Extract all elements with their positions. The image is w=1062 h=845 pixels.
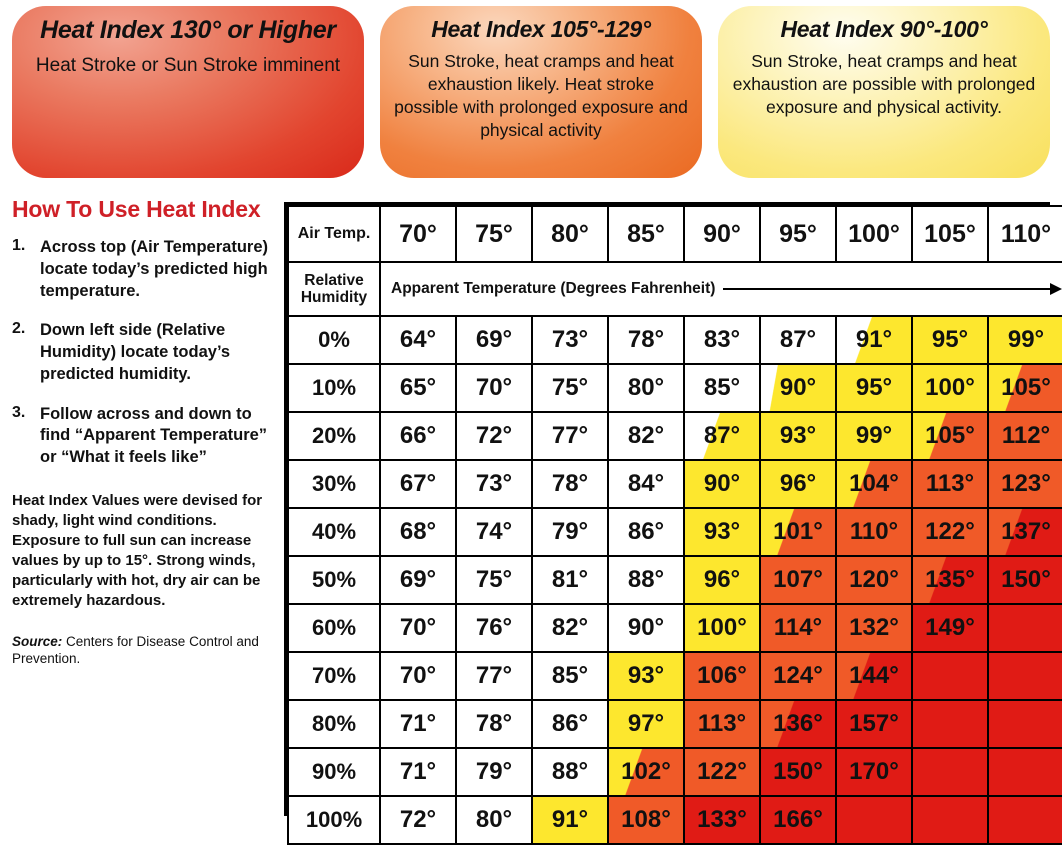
- cell-70-85: 93°: [608, 652, 684, 700]
- severity-banner-extreme: [12, 6, 364, 178]
- cell-50-90: 96°: [684, 556, 760, 604]
- cell-10-80: 75°: [532, 364, 608, 412]
- cell-0-80: 73°: [532, 316, 608, 364]
- heat-index-table-wrapper: [284, 202, 1052, 833]
- cell-90-75: 79°: [456, 748, 532, 796]
- cell-80-75: 78°: [456, 700, 532, 748]
- cell-80-95: 136°: [760, 700, 836, 748]
- column-header-85: 85°: [608, 206, 684, 262]
- cell-0-100: 91°: [836, 316, 912, 364]
- cell-90-85: 102°: [608, 748, 684, 796]
- cell-40-100: 110°: [836, 508, 912, 556]
- cell-70-90: 106°: [684, 652, 760, 700]
- cell-20-70: 66°: [380, 412, 456, 460]
- severity-banner-body: Heat Stroke or Sun Stroke imminent: [35, 54, 341, 76]
- row-header-80: 80%: [288, 700, 380, 748]
- cell-40-70: 68°: [380, 508, 456, 556]
- cell-10-105: 100°: [912, 364, 988, 412]
- cell-100-85: 108°: [608, 796, 684, 844]
- table-subheader-row: [288, 262, 1062, 316]
- table-row: [288, 604, 1062, 652]
- cell-40-110: 137°: [988, 508, 1062, 556]
- cell-70-100: 144°: [836, 652, 912, 700]
- table-row: [288, 796, 1062, 844]
- cell-60-90: 100°: [684, 604, 760, 652]
- cell-30-105: 113°: [912, 460, 988, 508]
- cell-40-80: 79°: [532, 508, 608, 556]
- cell-60-75: 76°: [456, 604, 532, 652]
- cell-80-80: 86°: [532, 700, 608, 748]
- cell-100-70: 72°: [380, 796, 456, 844]
- table-row: [288, 412, 1062, 460]
- column-header-95: 95°: [760, 206, 836, 262]
- cell-20-80: 77°: [532, 412, 608, 460]
- cell-0-90: 83°: [684, 316, 760, 364]
- disclaimer-note: Heat Index Values were devised for shady, light wind conditions. Exposure to full sun can increase values by up to 15°. Strong winds, particularly with hot, dry air can be extremely hazardous.: [12, 491, 263, 609]
- cell-100-75: 80°: [456, 796, 532, 844]
- cell-90-70: 71°: [380, 748, 456, 796]
- row-header-90: 90%: [288, 748, 380, 796]
- cell-90-90: 122°: [684, 748, 760, 796]
- row-header-70: 70%: [288, 652, 380, 700]
- cell-90-105: [912, 748, 988, 796]
- table-row: [288, 556, 1062, 604]
- cell-10-95: 90°: [760, 364, 836, 412]
- cell-100-80: 91°: [532, 796, 608, 844]
- cell-0-85: 78°: [608, 316, 684, 364]
- cell-80-110: [988, 700, 1062, 748]
- cell-60-85: 90°: [608, 604, 684, 652]
- cell-0-75: 69°: [456, 316, 532, 364]
- step-number: 2.: [12, 320, 26, 338]
- row-header-0: 0%: [288, 316, 380, 364]
- column-header-105: 105°: [912, 206, 988, 262]
- cell-100-90: 133°: [684, 796, 760, 844]
- cell-40-95: 101°: [760, 508, 836, 556]
- cell-100-100: [836, 796, 912, 844]
- cell-100-95: 166°: [760, 796, 836, 844]
- column-header-75: 75°: [456, 206, 532, 262]
- step-text: Across top (Air Temperature) locate today’s predicted high temperature.: [40, 238, 268, 300]
- row-header-label-relative-humidity: Relative Humidity: [288, 262, 380, 316]
- source-text: Centers for Disease Control and Prevention.: [12, 633, 259, 667]
- cell-0-70: 64°: [380, 316, 456, 364]
- cell-30-110: 123°: [988, 460, 1062, 508]
- cell-0-95: 87°: [760, 316, 836, 364]
- row-header-20: 20%: [288, 412, 380, 460]
- cell-0-105: 95°: [912, 316, 988, 364]
- cell-50-85: 88°: [608, 556, 684, 604]
- column-header-80: 80°: [532, 206, 608, 262]
- table-row: [288, 316, 1062, 364]
- cell-80-85: 97°: [608, 700, 684, 748]
- column-header-air-temp: Air Temp.: [288, 206, 380, 262]
- table-row: [288, 364, 1062, 412]
- table-row: [288, 508, 1062, 556]
- cell-30-95: 96°: [760, 460, 836, 508]
- severity-banner-title: Heat Index 130° or Higher: [40, 16, 336, 44]
- table-row: [288, 700, 1062, 748]
- cell-80-90: 113°: [684, 700, 760, 748]
- cell-50-95: 107°: [760, 556, 836, 604]
- cell-50-100: 120°: [836, 556, 912, 604]
- cell-30-90: 90°: [684, 460, 760, 508]
- apparent-temperature-legend: [380, 262, 1062, 316]
- table-row: [288, 460, 1062, 508]
- cell-50-70: 69°: [380, 556, 456, 604]
- instructions-title: How To Use Heat Index: [12, 196, 261, 222]
- cell-20-85: 82°: [608, 412, 684, 460]
- cell-100-110: [988, 796, 1062, 844]
- apparent-temperature-label: Apparent Temperature (Degrees Fahrenheit): [391, 280, 716, 298]
- cell-10-70: 65°: [380, 364, 456, 412]
- heat-index-table: [287, 205, 1062, 845]
- list-item: [12, 237, 274, 302]
- cell-30-85: 84°: [608, 460, 684, 508]
- table-row: [288, 652, 1062, 700]
- row-header-30: 30%: [288, 460, 380, 508]
- column-header-70: 70°: [380, 206, 456, 262]
- cell-60-110: [988, 604, 1062, 652]
- column-header-100: 100°: [836, 206, 912, 262]
- row-header-100: 100%: [288, 796, 380, 844]
- cell-60-80: 82°: [532, 604, 608, 652]
- cell-20-95: 93°: [760, 412, 836, 460]
- cell-90-110: [988, 748, 1062, 796]
- cell-20-105: 105°: [912, 412, 988, 460]
- instructions-panel: [12, 196, 274, 668]
- cell-90-100: 170°: [836, 748, 912, 796]
- cell-100-105: [912, 796, 988, 844]
- row-header-40: 40%: [288, 508, 380, 556]
- cell-20-90: 87°: [684, 412, 760, 460]
- cell-30-100: 104°: [836, 460, 912, 508]
- step-text: Follow across and down to find “Apparent Temperature” or “What it feels like”: [40, 404, 268, 467]
- table-row: [288, 748, 1062, 796]
- cell-60-70: 70°: [380, 604, 456, 652]
- cell-70-110: [988, 652, 1062, 700]
- cell-30-75: 73°: [456, 460, 532, 508]
- cell-20-110: 112°: [988, 412, 1062, 460]
- severity-banner-high: [380, 6, 702, 178]
- severity-banner-moderate: [718, 6, 1050, 178]
- table-header-row: [288, 206, 1062, 262]
- cell-60-95: 114°: [760, 604, 836, 652]
- cell-30-70: 67°: [380, 460, 456, 508]
- cell-70-80: 85°: [532, 652, 608, 700]
- instructions-step-list: [12, 237, 274, 469]
- cell-0-110: 99°: [988, 316, 1062, 364]
- table-header: [288, 206, 1062, 262]
- severity-banner-body: Sun Stroke, heat cramps and heat exhaustion likely. Heat stroke possible with prolonged exposure and physical activity: [394, 51, 688, 141]
- row-header-10: 10%: [288, 364, 380, 412]
- row-header-50: 50%: [288, 556, 380, 604]
- cell-40-75: 74°: [456, 508, 532, 556]
- severity-banner-group: [8, 4, 1054, 182]
- severity-banner-title: Heat Index 105°-129°: [431, 16, 651, 42]
- severity-banner-body: Sun Stroke, heat cramps and heat exhaustion are possible with prolonged exposure and physical activity.: [732, 51, 1036, 118]
- cell-70-105: [912, 652, 988, 700]
- row-header-60: 60%: [288, 604, 380, 652]
- cell-10-100: 95°: [836, 364, 912, 412]
- cell-60-105: 149°: [912, 604, 988, 652]
- cell-80-105: [912, 700, 988, 748]
- cell-40-90: 93°: [684, 508, 760, 556]
- cell-80-100: 157°: [836, 700, 912, 748]
- column-header-90: 90°: [684, 206, 760, 262]
- column-header-110: 110°: [988, 206, 1062, 262]
- cell-90-95: 150°: [760, 748, 836, 796]
- cell-30-80: 78°: [532, 460, 608, 508]
- cell-70-70: 70°: [380, 652, 456, 700]
- source-credit: [12, 633, 274, 668]
- cell-10-110: 105°: [988, 364, 1062, 412]
- cell-80-70: 71°: [380, 700, 456, 748]
- cell-50-110: 150°: [988, 556, 1062, 604]
- cell-90-80: 88°: [532, 748, 608, 796]
- cell-10-75: 70°: [456, 364, 532, 412]
- step-text: Down left side (Relative Humidity) locate today’s predicted humidity.: [40, 321, 231, 383]
- cell-50-75: 75°: [456, 556, 532, 604]
- list-item: [12, 320, 274, 385]
- step-number: 1.: [12, 237, 26, 254]
- cell-20-75: 72°: [456, 412, 532, 460]
- cell-20-100: 99°: [836, 412, 912, 460]
- cell-10-90: 85°: [684, 364, 760, 412]
- cell-50-105: 135°: [912, 556, 988, 604]
- step-number: 3.: [12, 403, 26, 421]
- cell-50-80: 81°: [532, 556, 608, 604]
- cell-70-95: 124°: [760, 652, 836, 700]
- cell-40-105: 122°: [912, 508, 988, 556]
- cell-70-75: 77°: [456, 652, 532, 700]
- table-body: [288, 262, 1062, 844]
- list-item: [12, 404, 274, 469]
- right-arrow-icon: [723, 283, 1062, 295]
- source-label: Source:: [12, 633, 63, 649]
- cell-10-85: 80°: [608, 364, 684, 412]
- cell-60-100: 132°: [836, 604, 912, 652]
- severity-banner-title: Heat Index 90°-100°: [780, 16, 988, 42]
- cell-40-85: 86°: [608, 508, 684, 556]
